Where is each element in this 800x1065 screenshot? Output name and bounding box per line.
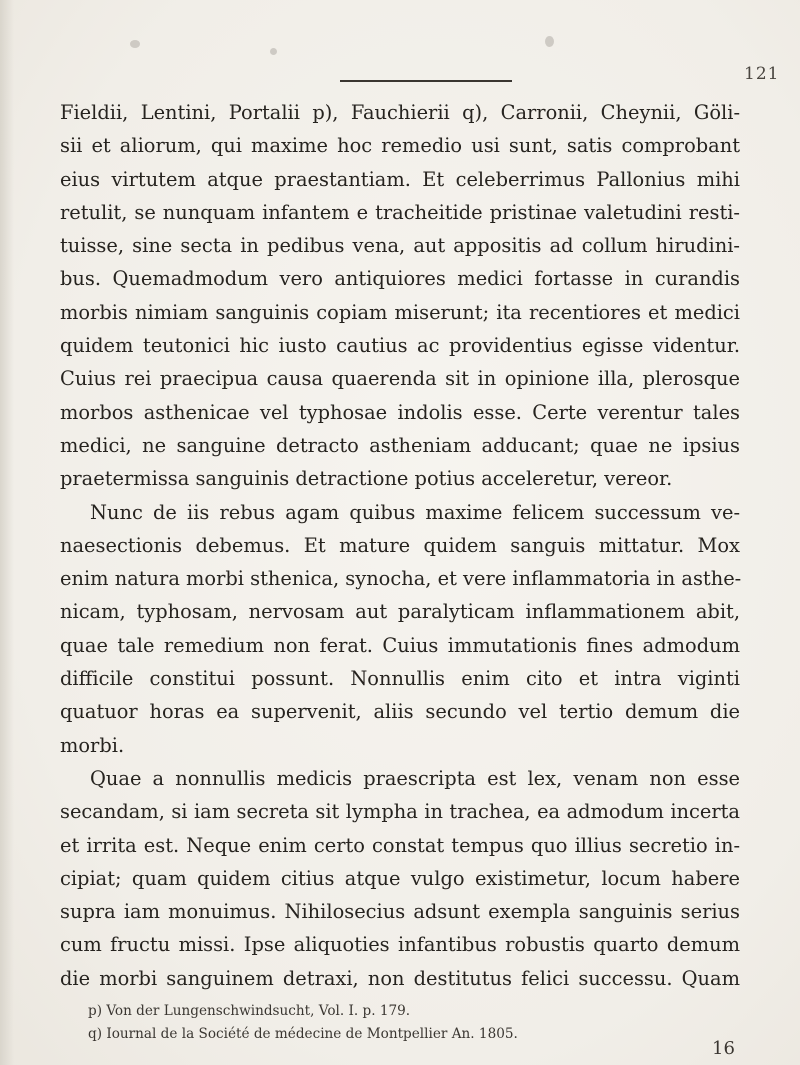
text-line: nicam, typhosam, nervosam aut paralyticam inflammationem abit,: [60, 600, 740, 624]
text-line: quatuor horas ea supervenit, aliis secundo vel tertio demum die: [60, 700, 740, 724]
text-line: retulit, se nunquam infantem e tracheitide pristinae valetudini resti-: [60, 200, 740, 224]
text-line: Fieldii, Lentini, Portalii p), Fauchierii q), Carronii, Cheynii, Göli-: [60, 101, 740, 124]
text-line: secandam, si iam secreta sit lympha in trachea, ea admodum incerta: [60, 800, 740, 824]
text-line: cipiat; quam quidem citius atque vulgo existimetur, locum habere: [60, 866, 740, 890]
footnotes: [88, 1000, 728, 1046]
text-line: Nunc de iis rebus agam quibus maxime felicem successum ve-: [90, 500, 740, 524]
text-line: supra iam monuimus. Nihilosecius adsunt exempla sanguinis serius: [60, 900, 740, 924]
text-line: tuisse, sine secta in pedibus vena, aut appositis ad collum hirudini-: [60, 234, 740, 258]
text-line: naesectionis debemus. Et mature quidem sanguis mittatur. Mox: [60, 533, 740, 557]
signature-mark: 16: [712, 1038, 735, 1059]
text-line: die morbi sanguinem detraxi, non destitutus felici successu. Quam: [60, 966, 740, 990]
text-line: praetermissa sanguinis detractione potius acceleretur, vereor.: [60, 467, 673, 491]
text-line: Cuius rei praecipua causa quaerenda sit in opinione illa, plerosque: [60, 367, 740, 391]
text-line: morbi.: [60, 733, 125, 757]
text-line: morbos asthenicae vel typhosae indolis esse. Certe verentur tales: [60, 400, 740, 424]
ink-spot: [545, 36, 554, 47]
text-line: cum fructu missi. Ipse aliquoties infantibus robustis quarto demum: [60, 933, 740, 957]
text-line: sii et aliorum, qui maxime hoc remedio usi sunt, satis comprobant: [60, 134, 740, 158]
text-line: quae tale remedium non ferat. Cuius immutationis fines admodum: [60, 633, 740, 657]
text-line: bus. Quemadmodum vero antiquiores medici fortasse in curandis: [60, 267, 740, 291]
text-line: difficile constitui possunt. Nonnullis enim cito et intra viginti: [60, 667, 740, 691]
text-line: morbis nimiam sanguinis copiam miserunt; ita recentiores et medici: [60, 300, 740, 324]
header-rule: [340, 80, 512, 82]
page-gutter-shadow: [0, 0, 14, 1065]
text-line: quidem teutonici hic iusto cautius ac providentius egisse videntur.: [60, 334, 740, 358]
ink-spot: [270, 48, 277, 55]
footnote: p) Von der Lungenschwindsucht, Vol. I. p. 179.: [88, 1003, 411, 1019]
ink-spot: [130, 40, 140, 48]
text-line: Quae a nonnullis medicis praescripta est lex, venam non esse: [90, 766, 740, 790]
text-line: et irrita est. Neque enim certo constat tempus quo illius secretio in-: [60, 833, 740, 857]
page-number: 121: [744, 64, 780, 84]
text-line: enim natura morbi sthenica, synocha, et vere inflammatoria in asthe-: [60, 567, 742, 591]
text-line: medici, ne sanguine detracto astheniam adducant; quae ne ipsius: [60, 433, 740, 457]
footnote: q) Iournal de la Société de médecine de Montpellier An. 1805.: [88, 1026, 518, 1042]
text-line: eius virtutem atque praestantiam. Et celeberrimus Pallonius mihi: [60, 167, 740, 191]
main-text-block: [60, 96, 740, 995]
